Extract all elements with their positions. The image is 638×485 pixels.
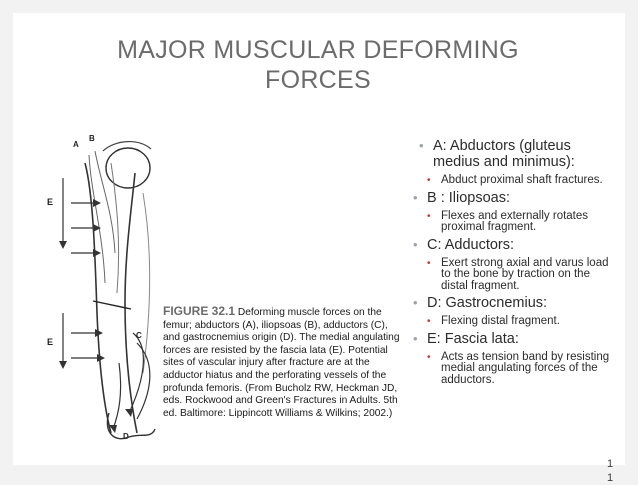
sub-bullet-icon: • — [427, 257, 431, 269]
bullet-icon: • — [419, 138, 424, 153]
bullet-icon: • — [413, 236, 418, 252]
bullet-text: C: Adductors: — [427, 236, 515, 253]
figure-letter-b: B — [89, 134, 95, 143]
bullet-fascia-lata — [413, 331, 613, 347]
sub-bullet-adductors — [413, 258, 613, 293]
figure-caption — [163, 305, 401, 420]
sub-bullet-icon: • — [427, 210, 431, 222]
sub-bullet-icon: • — [427, 351, 431, 363]
bullet-adductors — [413, 237, 613, 253]
slide — [13, 13, 625, 484]
figure-caption-label: FIGURE 32.1 — [163, 304, 236, 318]
sub-bullet-text: Flexing distal fragment. — [441, 315, 560, 327]
femur-figure — [33, 133, 401, 443]
figure-letter-a: A — [73, 140, 79, 149]
slide-number: 1 1 — [606, 458, 614, 484]
bullet-icon: • — [413, 295, 418, 310]
bullet-text: A: Abductors (gluteus medius and minimus): — [433, 138, 575, 170]
figure-letter-e-upper: E — [47, 197, 54, 207]
figure-letter-e-lower: E — [47, 337, 54, 347]
bullet-icon: • — [413, 189, 418, 205]
bullet-text: D: Gastrocnemius: — [427, 295, 548, 311]
bullet-icon: • — [413, 330, 418, 346]
sub-bullet-text: Acts as tension band by resisting medial angulating forces of the adductors. — [441, 350, 610, 386]
sub-bullet-icon: • — [427, 175, 431, 186]
sub-bullet-text: Abduct proximal shaft fractures. — [441, 174, 603, 186]
sub-bullet-fascia-lata — [413, 352, 613, 387]
figure-caption-text: Deforming muscle forces on the femur; abductors (A), iliopsoas (B), adductors (C), and gastrocnemius origin (D). The medial angulating forces are resisted by the fascia lata (E). Potential sites of vascular injury after fracture are at the adductor hiatus and the perforating vessels of the profunda femoris. (From Bucholz RW, Heckman JD, eds. Rockwood and Green's Fractures in Adults. 5th ed. Baltimore: Lippincott Williams & Wilkins; 2002.) — [163, 307, 400, 419]
bullet-iliopsoas — [413, 190, 613, 206]
bullet-list — [413, 135, 613, 386]
bullet-gastrocnemius — [413, 295, 613, 311]
figure-letter-d: D — [123, 432, 129, 441]
sub-bullet-text: Flexes and externally rotates proximal fragment. — [441, 209, 589, 233]
sub-bullet-icon: • — [427, 316, 431, 327]
figure-letter-c: C — [136, 331, 142, 340]
bullet-text: E: Fascia lata: — [427, 330, 519, 347]
sub-bullet-text: Exert strong axial and varus load to the bone by traction on the distal fragment. — [441, 256, 609, 292]
bullet-text: B : Iliopsoas: — [427, 189, 511, 206]
sub-bullet-iliopsoas — [413, 211, 613, 234]
slide-title — [83, 35, 553, 95]
title-line-2: FORCES — [265, 66, 371, 94]
title-line-1: MAJOR MUSCULAR DEFORMING — [117, 36, 519, 64]
sub-bullet-abductors — [413, 175, 613, 187]
sub-bullet-gastrocnemius — [413, 316, 613, 328]
bullet-abductors — [413, 138, 613, 170]
